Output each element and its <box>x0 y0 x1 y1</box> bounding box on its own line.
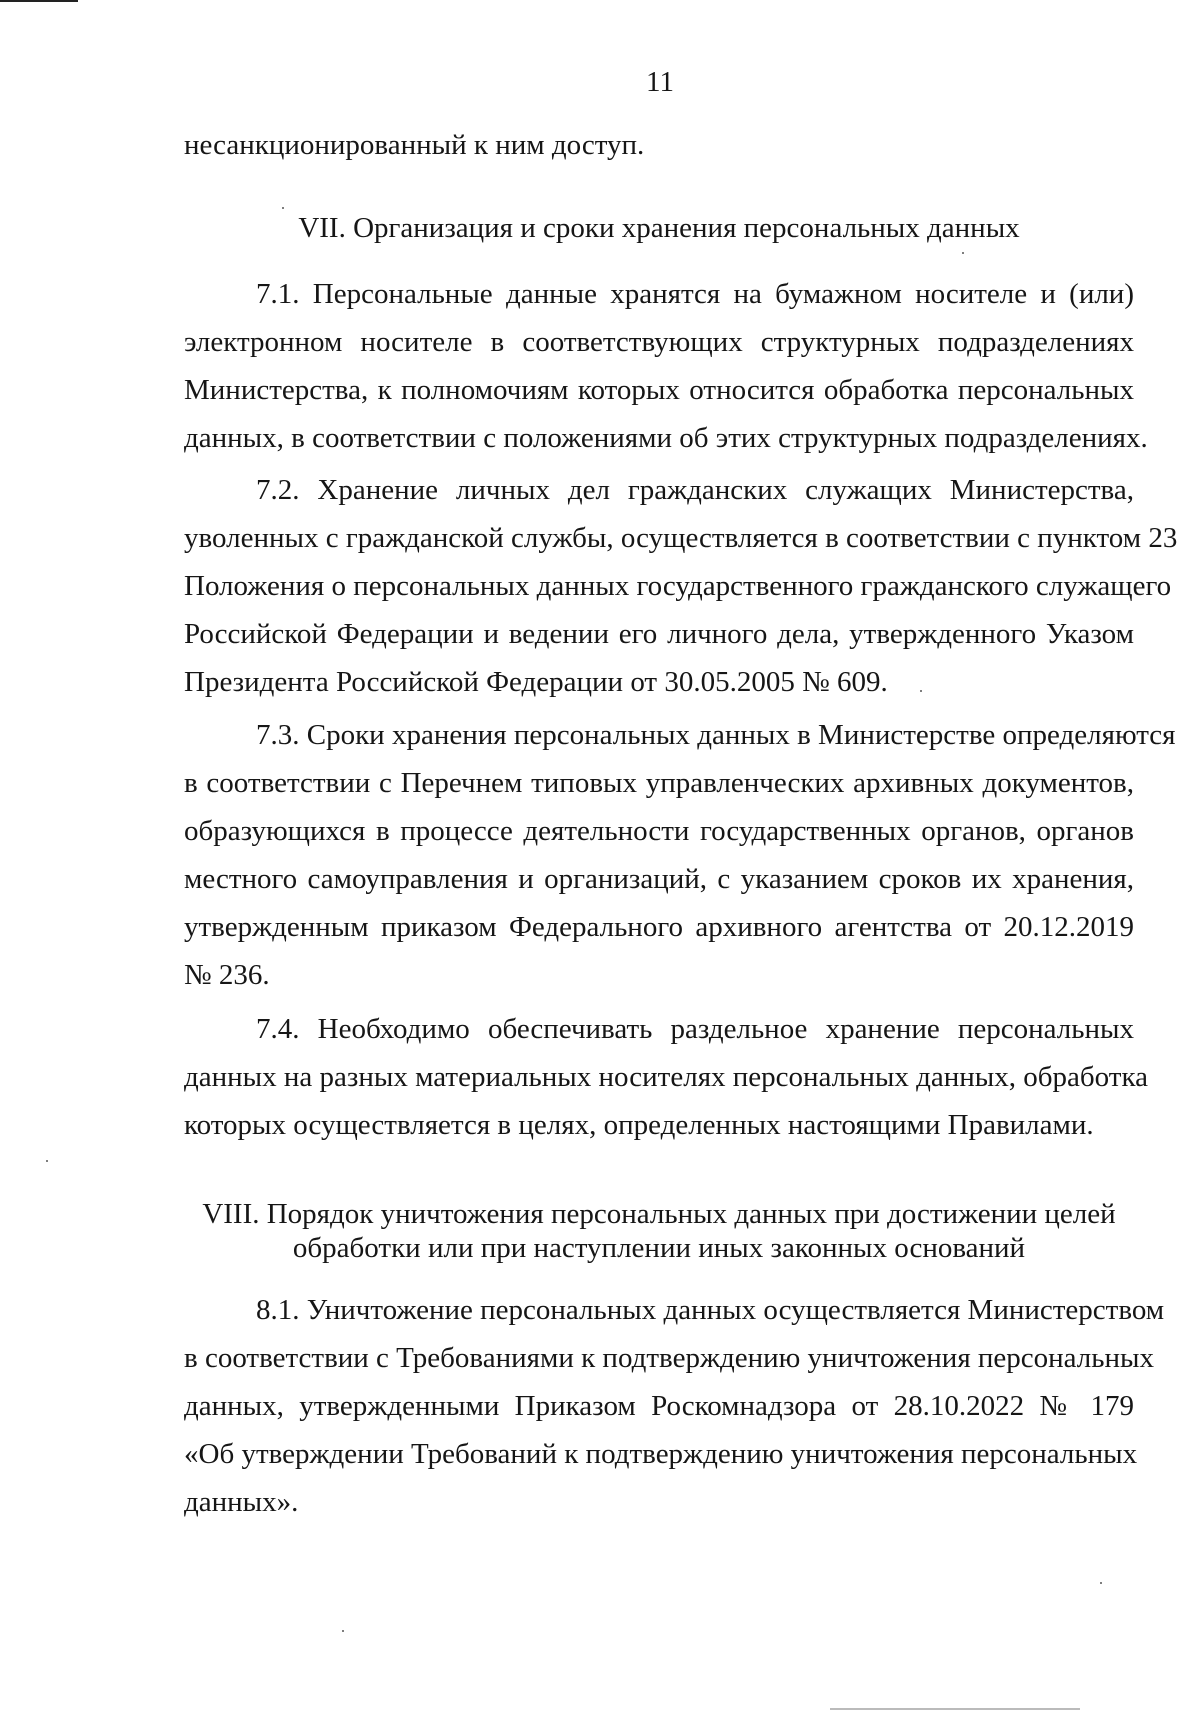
paragraph-line: которых осуществляется в целях, определенных настоящими Правилами. <box>184 1109 1094 1141</box>
scan-speck <box>282 207 284 209</box>
paragraph-line: в соответствии с Перечнем типовых управленческих архивных документов, <box>184 767 1134 799</box>
paragraph-line: «Об утверждении Требований к подтверждению уничтожения персональных <box>184 1438 1138 1470</box>
scan-speck <box>46 1160 48 1162</box>
paragraph-8-1 <box>184 1286 1165 1526</box>
paragraph-7-2 <box>184 466 1178 706</box>
paragraph-line: Президента Российской Федерации от 30.05.2005 № 609. <box>184 666 888 698</box>
continued-paragraph <box>184 121 1134 169</box>
paragraph-line: электронном носителе в соответствующих структурных подразделениях <box>184 326 1134 358</box>
paragraph-line: в соответствии с Требованиями к подтверждению уничтожения персональных <box>184 1342 1155 1374</box>
paragraph-line: 7.2. Хранение личных дел гражданских служащих Министерства, <box>256 474 1134 506</box>
paragraph-line: Положения о персональных данных государственного гражданского служащего <box>184 570 1172 602</box>
scan-speck <box>1100 1582 1102 1584</box>
paragraph-line: Министерства, к полномочиям которых относится обработка персональных <box>184 374 1134 406</box>
paragraph-line: № 236. <box>184 959 270 991</box>
paragraph-line: 7.3. Сроки хранения персональных данных в Министерстве определяются <box>256 719 1176 751</box>
scan-speck <box>342 1630 344 1632</box>
paragraph-7-4 <box>184 1005 1148 1149</box>
paragraph-line: 7.1. Персональные данные хранятся на бумажном носителе и (или) <box>256 278 1134 310</box>
paragraph-line: 8.1. Уничтожение персональных данных осуществляется Министерством <box>256 1294 1165 1326</box>
paragraph-line: местного самоуправления и организаций, с указанием сроков их хранения, <box>184 863 1134 895</box>
paragraph-line: 7.4. Необходимо обеспечивать раздельное хранение персональных <box>256 1013 1134 1045</box>
paragraph-7-3 <box>184 711 1176 999</box>
scan-edge-mark-bottom <box>830 1708 1080 1710</box>
scan-speck <box>962 252 964 254</box>
paragraph-line: образующихся в процессе деятельности государственных органов, органов <box>184 815 1134 847</box>
paragraph-line: данных, утвержденными Приказом Роскомнадзора от 28.10.2022 № 179 <box>184 1390 1134 1422</box>
section-heading-viii <box>184 1197 1134 1265</box>
paragraph-line: несанкционированный к ним доступ. <box>184 129 645 161</box>
scan-edge-mark <box>0 0 78 2</box>
heading-line: VII. Организация и сроки хранения персональных данных <box>298 212 1020 244</box>
heading-line: обработки или при наступлении иных законных оснований <box>292 1232 1026 1264</box>
heading-line: VIII. Порядок уничтожения персональных данных при достижении целей <box>202 1198 1116 1230</box>
paragraph-line: утвержденным приказом Федерального архивного агентства от 20.12.2019 <box>184 911 1134 943</box>
paragraph-7-1 <box>184 270 1148 462</box>
paragraph-line: данных». <box>184 1486 299 1518</box>
page-number: 11 <box>646 66 674 98</box>
paragraph-line: данных, в соответствии с положениями об этих структурных подразделениях. <box>184 422 1148 454</box>
paragraph-line: Российской Федерации и ведении его личного дела, утвержденного Указом <box>184 618 1134 650</box>
paragraph-line: данных на разных материальных носителях персональных данных, обработка <box>184 1061 1148 1093</box>
section-heading-vii <box>184 211 1134 245</box>
paragraph-line: уволенных с гражданской службы, осуществляется в соответствии с пунктом 23 <box>184 522 1178 554</box>
